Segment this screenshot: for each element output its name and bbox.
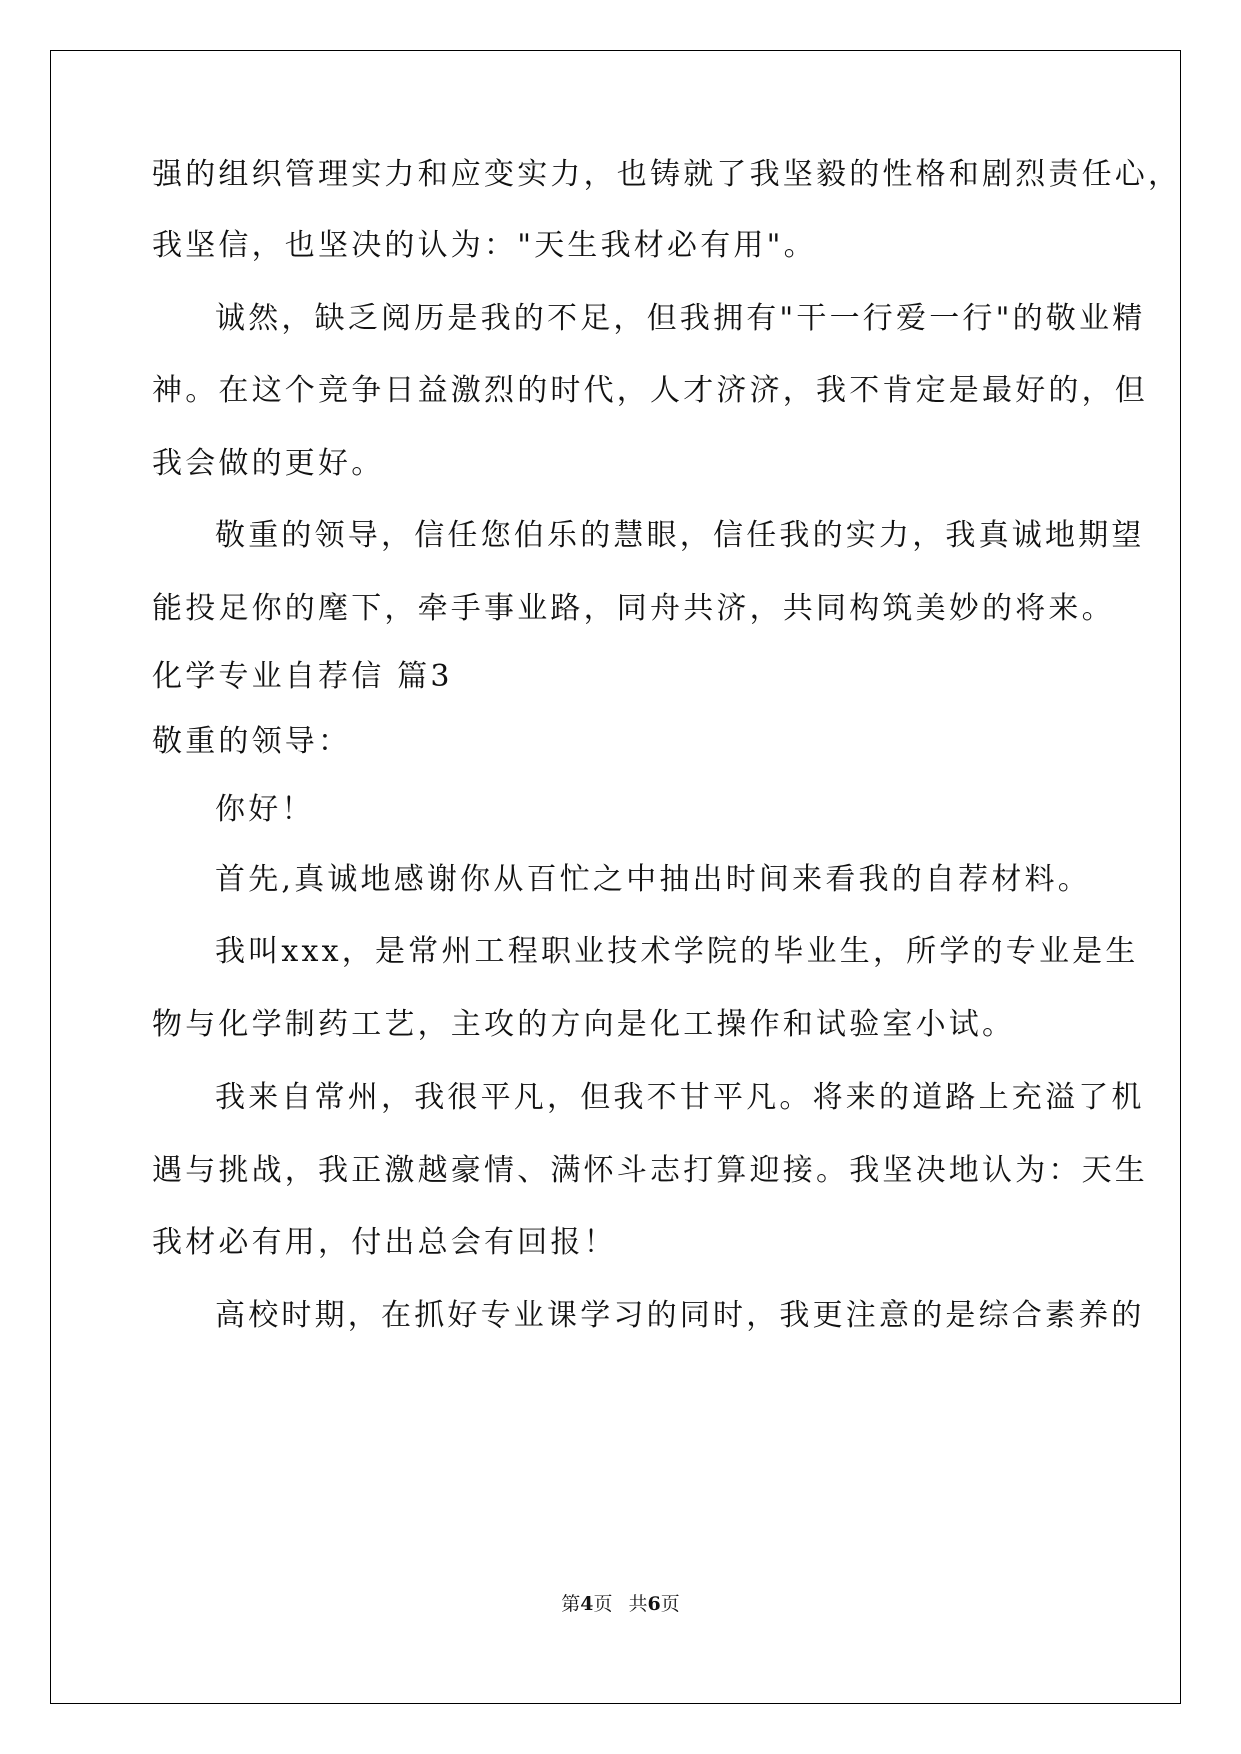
body-line-16: 我材必有用，付出总会有回报！ [152, 1225, 617, 1260]
body-line-6: 敬重的领导，信任您伯乐的慧眼，信任我的实力，我真诚地期望 [215, 518, 1145, 553]
section-heading: 化学专业自荐信 篇3 [152, 659, 453, 694]
page-footer [0, 1592, 1241, 1616]
body-line-13: 物与化学制药工艺，主攻的方向是化工操作和试验室小试。 [152, 1007, 1016, 1042]
body-line-12: 我叫xxx，是常州工程职业技术学院的毕业生，所学的专业是生 [215, 934, 1139, 969]
body-line-3: 诚然，缺乏阅历是我的不足，但我拥有"干一行爱一行"的敬业精 [215, 301, 1146, 336]
footer-page-suffix: 页 [593, 1593, 613, 1615]
body-line-7: 能投足你的麾下，牵手事业路，同舟共济，共同构筑美妙的将来。 [152, 591, 1115, 626]
salutation: 敬重的领导： [152, 724, 352, 759]
body-line-15: 遇与挑战，我正激越豪情、满怀斗志打算迎接。我坚决地认为：天生 [152, 1153, 1148, 1188]
body-line-17: 高校时期，在抓好专业课学习的同时，我更注意的是综合素养的 [215, 1298, 1145, 1333]
body-line-2: 我坚信，也坚决的认为："天生我材必有用"。 [152, 228, 817, 263]
body-line-4: 神。在这个竞争日益激烈的时代，人才济济，我不肯定是最好的，但 [152, 373, 1148, 408]
footer-page-prefix: 第 [561, 1593, 581, 1615]
footer-page-number: 4 [580, 1593, 594, 1615]
body-line-11: 首先,真诚地感谢你从百忙之中抽出时间来看我的自荐材料。 [215, 862, 1091, 897]
greeting: 你好！ [215, 792, 315, 827]
footer-total-prefix: 共 [628, 1593, 648, 1615]
body-line-14: 我来自常州，我很平凡，但我不甘平凡。将来的道路上充溢了机 [215, 1080, 1145, 1115]
footer-total-pages: 6 [647, 1593, 661, 1615]
footer-total-suffix: 页 [660, 1593, 680, 1615]
body-line-5: 我会做的更好。 [152, 446, 385, 481]
body-line-1: 强的组织管理实力和应变实力，也铸就了我坚毅的性格和剧烈责任心， [152, 157, 1182, 192]
